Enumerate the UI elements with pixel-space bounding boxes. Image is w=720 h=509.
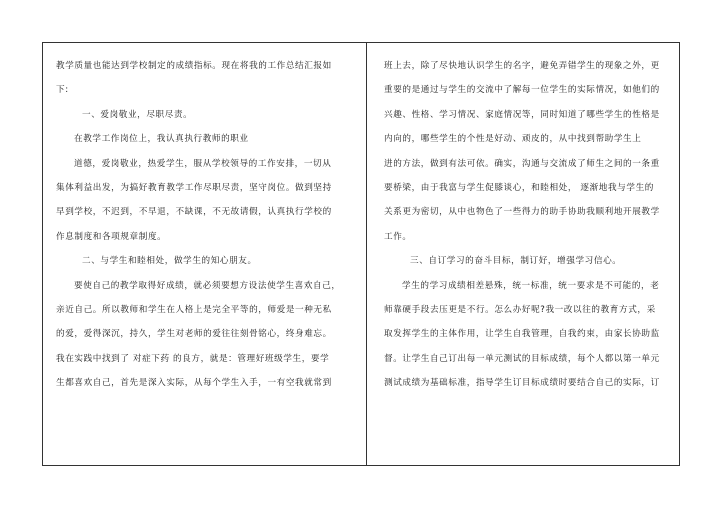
text-line: 在教学工作岗位上，我认真执行教师的职业 [74, 134, 249, 145]
text-line: 内向的，哪些学生的个性是好动、顽皮的，从中找到帮助学生上 [384, 134, 642, 145]
text-line: 要桥梁，由于我富与学生促膝谈心，和睦相处， 逐渐地我与学生的 [384, 182, 654, 193]
text-line: 学生的学习成绩相差悬殊，统一标准，统一要求是不可能的，老 [402, 280, 660, 291]
text-line: 关系更为密切，从中也物色了一些得力的助手协助我顺利地开展教学 [384, 207, 660, 218]
text-line: 重要的是通过与学生的交流中了解每一位学生的实际情况，如他们的 [384, 85, 660, 96]
text-line: 取发挥学生的主体作用，让学生自我管理，自我约束，由家长协助监 [384, 329, 660, 340]
text-line: 亲近自己。所以教师和学生在人格上是完全平等的，师爱是一种无私 [56, 304, 332, 315]
section-heading: 三、自订学习的奋斗目标，制订好，增强学习信心。 [410, 256, 622, 267]
right-column [384, 54, 684, 395]
section-heading: 一、爱岗敬业，尽职尽责。 [82, 109, 193, 120]
column-divider [366, 42, 367, 466]
section-heading: 二、与学生和睦相处，做学生的知心朋友。 [82, 256, 257, 267]
text-line: 生都喜欢自己，首先是深入实际，从每个学生入手，一有空我就常到 [56, 378, 332, 389]
text-line: 早到学校，不迟到，不早退，不缺课，不无故请假，认真执行学校的 [56, 207, 332, 218]
text-line: 兴趣、性格、学习情况、家庭情况等，同时知道了哪些学生的性格是 [384, 109, 660, 120]
text-line: 作息制度和各项规章制度。 [56, 231, 167, 242]
text-line: 下: [56, 85, 69, 96]
text-line: 集体利益出发，为搞好教育教学工作尽职尽责，坚守岗位。做到坚持 [56, 182, 332, 193]
left-column [56, 54, 356, 395]
text-line: 教学质量也能达到学校制定的成绩指标。现在将我的工作总结汇报如 [56, 61, 332, 71]
text-line: 班上去，除了尽快地认识学生的名字，避免弄错学生的现象之外，更 [384, 61, 660, 71]
text-line: 道德，爱岗敬业，热爱学生，服从学校领导的工作安排，一切从 [74, 158, 332, 169]
text-line: 测试成绩为基础标准，指导学生订目标成绩时要结合自己的实际，订 [384, 378, 660, 389]
text-line: 的爱，爱得深沉，持久，学生对老师的爱往往刻骨铭心，终身难忘。 [56, 329, 332, 340]
text-line: 要使自己的教学取得好成绩，就必须要想方设法使学生喜欢自己， [74, 280, 341, 291]
text-line: 我在实践中找到了 对症下药 的良方，就是：管理好班级学生，要学 [56, 353, 330, 364]
text-line: 工作。 [384, 231, 412, 242]
text-line: 师靠硬手段去压更是不行。怎么办好呢?我一改以往的教育方式，采 [384, 304, 656, 315]
text-line: 督。让学生自己订出每一单元测试的目标成绩，每个人都以第一单元 [384, 353, 660, 364]
text-line: 进的方法，做到有法可依。确实，沟通与交流成了师生之间的一条重 [384, 158, 660, 169]
